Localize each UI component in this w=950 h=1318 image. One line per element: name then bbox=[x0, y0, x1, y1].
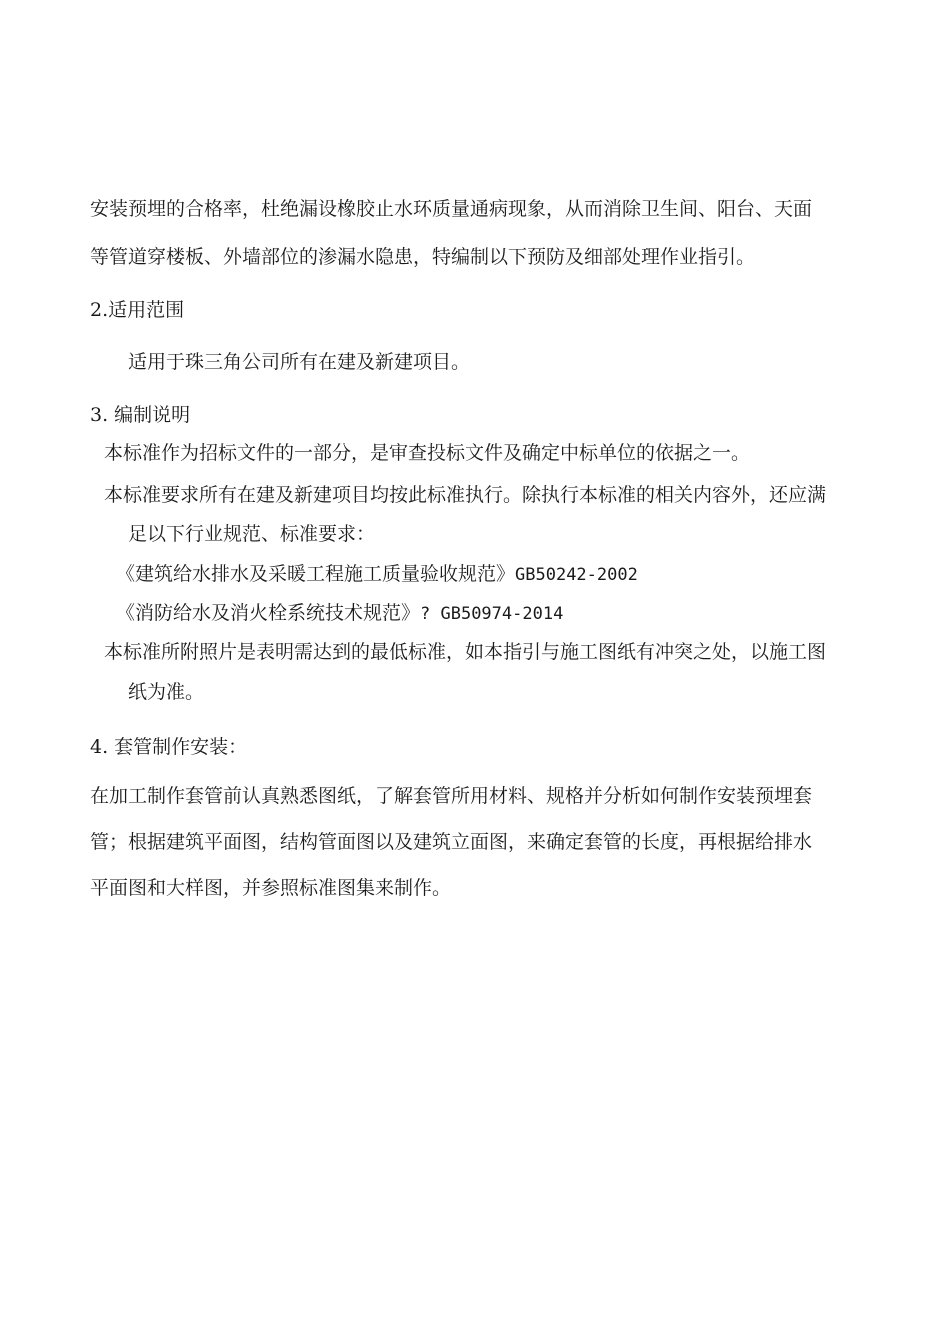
section-2-body: 适用于珠三角公司所有在建及新建项目。 bbox=[128, 351, 471, 373]
standard-2-code: ? GB50974-2014 bbox=[420, 604, 564, 624]
standard-1-title: 《建筑给水排水及采暖工程施工质量验收规范》 bbox=[116, 563, 516, 585]
section-2-heading: 2.适用范围 bbox=[90, 299, 185, 321]
intro-line-2: 等管道穿楼板、外墙部位的渗漏水隐患，特编制以下预防及细部处理作业指引。 bbox=[90, 246, 756, 268]
section-4-line-2: 管；根据建筑平面图，结构管面图以及建筑立面图，来确定套管的长度，再根据给排水 bbox=[90, 831, 813, 853]
section-4-line-1: 在加工制作套管前认真熟悉图纸，了解套管所用材料、规格并分析如何制作安装预埋套 bbox=[90, 785, 813, 807]
section-3-heading: 3. 编制说明 bbox=[90, 404, 191, 426]
standard-1 bbox=[116, 562, 638, 587]
section-4-line-3: 平面图和大样图，并参照标准图集来制作。 bbox=[90, 877, 452, 899]
section-3-para-2-line-2: 足以下行业规范、标准要求： bbox=[128, 523, 376, 545]
section-3-para-3-line-2: 纸为准。 bbox=[128, 681, 205, 703]
section-3-para-3-line-1: 本标准所附照片是表明需达到的最低标准，如本指引与施工图纸有冲突之处，以施工图 bbox=[104, 641, 827, 663]
standard-2 bbox=[116, 601, 563, 626]
standard-2-title: 《消防给水及消火栓系统技术规范》 bbox=[116, 602, 421, 624]
section-3-para-1: 本标准作为招标文件的一部分，是审查投标文件及确定中标单位的依据之一。 bbox=[104, 442, 751, 464]
section-4-heading: 4. 套管制作安装： bbox=[90, 736, 248, 758]
section-3-para-2-line-1: 本标准要求所有在建及新建项目均按此标准执行。除执行本标准的相关内容外，还应满 bbox=[104, 484, 827, 506]
standard-1-code: GB50242-2002 bbox=[515, 565, 638, 585]
intro-line-1: 安装预埋的合格率，杜绝漏设橡胶止水环质量通病现象，从而消除卫生间、阳台、天面 bbox=[90, 198, 813, 220]
